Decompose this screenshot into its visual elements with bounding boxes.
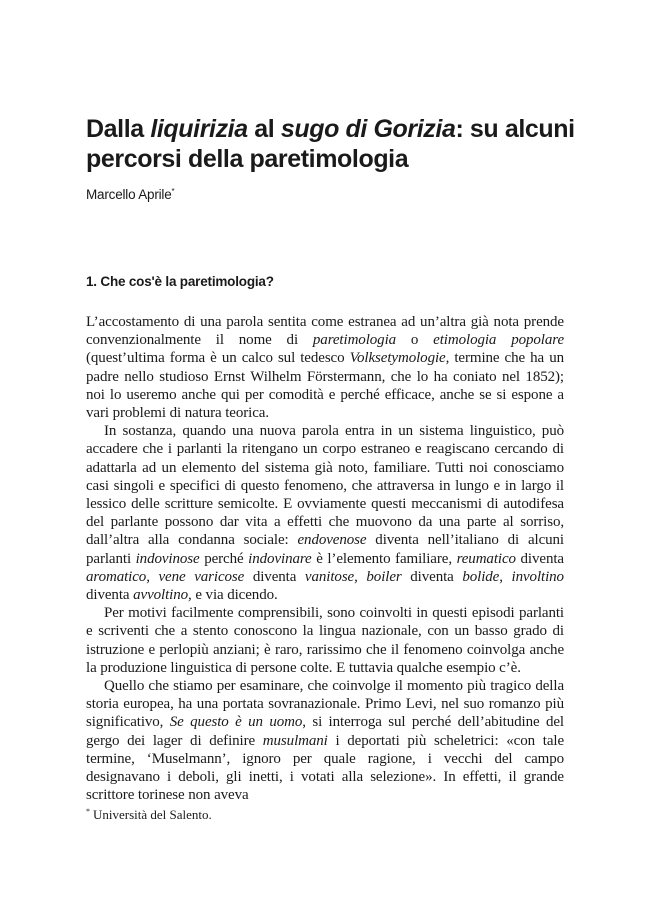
text-run: diventa [401, 568, 463, 585]
section-heading: 1. Che cos'è la paretimologia? [86, 274, 274, 289]
italic-term: endovenose [297, 532, 367, 549]
text-run: diventa [244, 568, 305, 585]
footnote-mark: * [86, 807, 90, 816]
paragraph [86, 604, 564, 677]
text-run: In sostanza, quando una nuova parola entra in un sistema linguistico, può accadere che i parlanti la ritengano un corpo estraneo e reagiscano cercando di adattarla ad un elemento del sistema già noto, familiare. Tutti noi conosciamo casi singoli e specifici di questo fenomeno, che attraversa in lungo e in largo il lessico delle scritture semicolte. E ovviamente questi meccanismi di autodifesa del parlante possono dar vita a effetti che muovono da una parte al sorriso, dall’altra alla condanna sociale: [86, 423, 564, 549]
italic-term: boiler [366, 568, 402, 585]
text-run: diventa [86, 587, 134, 604]
author-footnote-mark: * [171, 187, 175, 196]
text-run: (quest’ultima forma è un calco sul tedesco [86, 350, 350, 367]
title-italic-2: sugo di Gorizia [280, 115, 456, 143]
text-run: perché [199, 550, 249, 567]
text-run: , e via dicendo. [188, 587, 278, 604]
text-run: , si interroga sul perché dell’abitudine del gergo dei lager di definire [86, 714, 564, 749]
text-run: Per motivi facilmente comprensibili, sono coinvolti in questi episodi parlanti e scriventi che a stento conoscono la lingua nazionale, con un basso grado di istruzione e perlopiù anziani; è raro, rarissimo che il fenomeno coinvolga anche la produzione linguistica di persone colte. E tuttavia qualche esempio c’è. [86, 605, 564, 676]
italic-term: involtino [511, 568, 564, 585]
italic-term: musulmani [262, 732, 328, 749]
title-part-1: Dalla [86, 115, 151, 143]
text-run: diventa nell’italiano di alcuni parlanti [86, 532, 564, 567]
text-run: , [354, 568, 367, 585]
italic-term: vene varicose [158, 568, 245, 585]
text-run: diventa [515, 550, 564, 567]
text-run: , [499, 568, 512, 585]
italic-term: indovinare [248, 550, 312, 567]
text-run: , termine che ha un padre nello studioso Ernst Wilhelm Förstermann, che lo ha coniato nel 1852); noi lo useremo anche qui per comodità e perché efficace, anche se si espone a vari problemi di natura teorica. [86, 350, 565, 422]
title-italic-1: liquirizia [150, 115, 248, 143]
text-run: L’accostamento di una parola sentita come estranea ad un’altra già nota prende convenzionalmente il nome di [86, 314, 564, 349]
footnote-text: Università del Salento. [93, 807, 212, 822]
text-run: i deportati più scheletrici: «con tale termine, ‘Muselmann’, ignoro per quale ragione, i vecchi del campo designavano i deboli, gli inetti, i votati alla selezione». In effetti, il grande scrittore torinese non aveva [86, 732, 565, 804]
italic-term: Volksetymologie [349, 350, 446, 367]
italic-term: etimologia popolare [433, 332, 564, 349]
italic-term: vanitose [304, 568, 355, 585]
author-name: Marcello Aprile [86, 187, 172, 202]
italic-term: Se questo è un uomo [169, 714, 303, 731]
italic-term: reumatico [456, 550, 516, 567]
paragraph [86, 313, 564, 422]
author-line [86, 187, 174, 202]
italic-term: bolide [462, 568, 500, 585]
italic-term: paretimologia [312, 332, 397, 349]
text-run: o [396, 332, 434, 349]
text-run: è l’elemento familiare, [311, 550, 457, 567]
italic-term: aromatico [86, 568, 147, 585]
title-part-3: : su alcuni percorsi della paretimologia [86, 115, 575, 173]
text-run: Quello che stiamo per esaminare, che coinvolge il momento più tragico della storia europea, ha una portata sovranazionale. Primo Levi, nel suo romanzo più significativo, [86, 678, 564, 731]
italic-term: indovinose [135, 550, 200, 567]
body-text [86, 313, 564, 804]
paragraph [86, 422, 564, 604]
article-title [86, 114, 586, 174]
title-part-2: al [247, 115, 281, 143]
footnote [86, 807, 212, 823]
italic-term: avvoltino [133, 587, 189, 604]
text-run: , [146, 568, 159, 585]
paragraph [86, 677, 564, 804]
